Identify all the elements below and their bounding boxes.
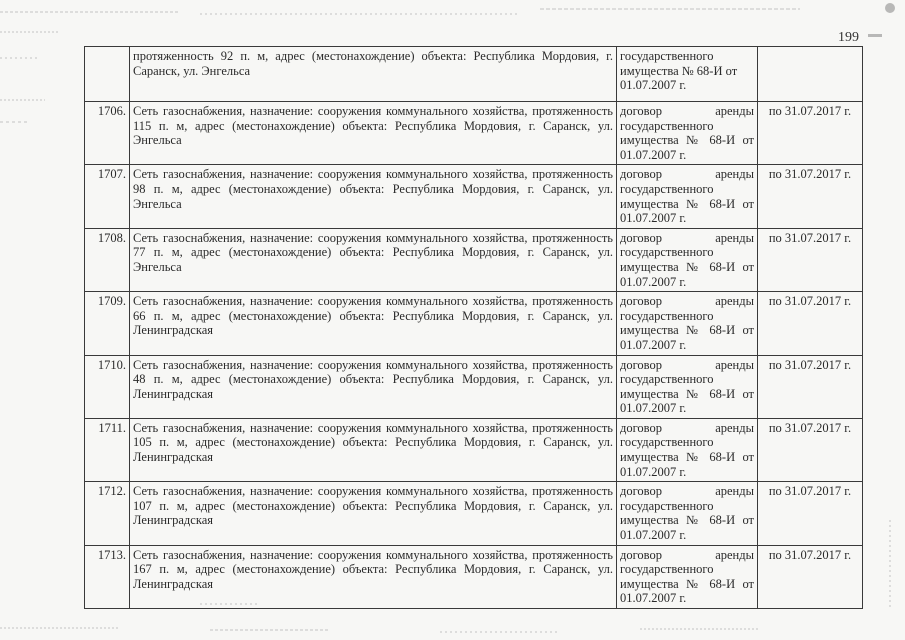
object-description: Сеть газоснабжения, назначение: сооружения коммунального хозяйства, протяженность 48 п. м, адрес (местонахождение) объекта: Республика Мордовия, г. Саранск, ул. Ленинградская xyxy=(130,355,617,418)
lease-basis xyxy=(617,228,758,291)
lease-term: по 31.07.2017 г. xyxy=(758,292,863,355)
basis-rest: государственного имущества № 68-И от 01.07.2007 г. xyxy=(620,308,754,352)
basis-word: аренды xyxy=(715,420,754,435)
basis-first-line xyxy=(620,484,754,499)
basis-line: 01.07.2007 г. xyxy=(620,78,687,93)
row-number: 1711. xyxy=(85,418,130,481)
row-number: 1708. xyxy=(85,228,130,291)
table-row xyxy=(85,102,863,165)
basis-word: аренды xyxy=(715,484,754,499)
lease-basis xyxy=(617,482,758,545)
lease-term: по 31.07.2017 г. xyxy=(758,545,863,608)
row-number: 1710. xyxy=(85,355,130,418)
lease-term: по 31.07.2017 г. xyxy=(758,165,863,228)
basis-first-line xyxy=(620,104,754,119)
object-description: Сеть газоснабжения, назначение: сооружения коммунального хозяйства, протяженность 98 п. м, адрес (местонахождение) объекта: Республика Мордовия, г. Саранск, ул. Энгельса xyxy=(130,165,617,228)
object-description: Сеть газоснабжения, назначение: сооружения коммунального хозяйства, протяженность 77 п. м, адрес (местонахождение) объекта: Республика Мордовия, г. Саранск, ул. Энгельса xyxy=(130,228,617,291)
basis-word: аренды xyxy=(715,547,754,562)
object-description: Сеть газоснабжения, назначение: сооружения коммунального хозяйства, протяженность 105 п. м, адрес (местонахождение) объекта: Республика Мордовия, г. Саранск, ул. Ленинградская xyxy=(130,418,617,481)
table-row xyxy=(85,228,863,291)
table-row xyxy=(85,418,863,481)
basis-word: договор xyxy=(620,104,662,118)
table-row xyxy=(85,545,863,608)
table-row-continuation xyxy=(85,47,863,102)
lease-term: по 31.07.2017 г. xyxy=(758,102,863,165)
basis-first-line xyxy=(620,231,754,246)
page-number: 199 xyxy=(838,30,859,45)
basis-line: государственного xyxy=(620,49,714,63)
row-number: 1712. xyxy=(85,482,130,545)
row-number: 1709. xyxy=(85,292,130,355)
lease-term: по 31.07.2017 г. xyxy=(758,228,863,291)
basis-word: аренды xyxy=(715,104,754,118)
basis-line: имущества № 68-И от xyxy=(620,63,738,78)
lease-basis xyxy=(617,292,758,355)
object-description: Сеть газоснабжения, назначение: сооружения коммунального хозяйства, протяженность 167 п. м, адрес (местонахождение) объекта: Республика Мордовия, г. Саранск, ул. Ленинградская xyxy=(130,545,617,608)
lease-term: по 31.07.2017 г. xyxy=(758,418,863,481)
basis-first-line xyxy=(620,167,754,182)
object-description: Сеть газоснабжения, назначение: сооружения коммунального хозяйства, протяженность 107 п. м, адрес (местонахождение) объекта: Республика Мордовия, г. Саранск, ул. Ленинградская xyxy=(130,482,617,545)
object-description: Сеть газоснабжения, назначение: сооружения коммунального хозяйства, протяженность 115 п. м, адрес (местонахождение) объекта: Республика Мордовия, г. Саранск, ул. Энгельса xyxy=(130,102,617,165)
basis-word: аренды xyxy=(715,230,754,245)
basis-rest: государственного имущества № 68-И от 01.07.2007 г. xyxy=(620,498,754,543)
table-row xyxy=(85,482,863,545)
lease-basis xyxy=(617,165,758,228)
basis-word: аренды xyxy=(715,357,754,372)
basis-first-line xyxy=(620,548,754,563)
basis-first-line xyxy=(620,421,754,436)
lease-basis xyxy=(617,47,758,102)
basis-first-line xyxy=(620,294,754,309)
basis-word: договор xyxy=(620,547,662,562)
table-row xyxy=(85,165,863,228)
row-number: 1707. xyxy=(85,165,130,228)
register-table xyxy=(84,46,863,609)
lease-term: по 31.07.2017 г. xyxy=(758,482,863,545)
basis-word: договор xyxy=(620,230,662,245)
lease-basis xyxy=(617,355,758,418)
table-row xyxy=(85,355,863,418)
basis-rest: государственного имущества № 68-И от 01.07.2007 г. xyxy=(620,181,754,226)
table-row xyxy=(85,292,863,355)
lease-basis xyxy=(617,418,758,481)
basis-rest: государственного имущества № 68-И от 01.07.2007 г. xyxy=(620,245,754,289)
lease-term: по 31.07.2017 г. xyxy=(758,355,863,418)
object-description: Сеть газоснабжения, назначение: сооружения коммунального хозяйства, протяженность 66 п. м, адрес (местонахождение) объекта: Республика Мордовия, г. Саранск, ул. Ленинградская xyxy=(130,292,617,355)
basis-rest: государственного имущества № 68-И от 01.07.2007 г. xyxy=(620,435,754,479)
basis-word: договор xyxy=(620,167,662,182)
row-number: 1713. xyxy=(85,545,130,608)
row-number: 1706. xyxy=(85,102,130,165)
object-description: протяженность 92 п. м, адрес (местонахождение) объекта: Республика Мордовия, г. Саранск, ул. Энгельса xyxy=(130,47,617,102)
basis-word: договор xyxy=(620,357,662,372)
lease-basis xyxy=(617,102,758,165)
basis-rest: государственного имущества № 68-И от 01.07.2007 г. xyxy=(620,118,754,162)
row-number xyxy=(85,47,130,102)
lease-term xyxy=(758,47,863,102)
basis-word: аренды xyxy=(715,294,754,309)
basis-first-line xyxy=(620,358,754,373)
basis-word: договор xyxy=(620,294,662,309)
basis-rest: государственного имущества № 68-И от 01.07.2007 г. xyxy=(620,372,754,416)
basis-word: договор xyxy=(620,484,662,499)
basis-rest: государственного имущества № 68-И от 01.07.2007 г. xyxy=(620,562,754,606)
basis-word: договор xyxy=(620,420,662,435)
basis-word: аренды xyxy=(715,167,754,182)
lease-basis xyxy=(617,545,758,608)
